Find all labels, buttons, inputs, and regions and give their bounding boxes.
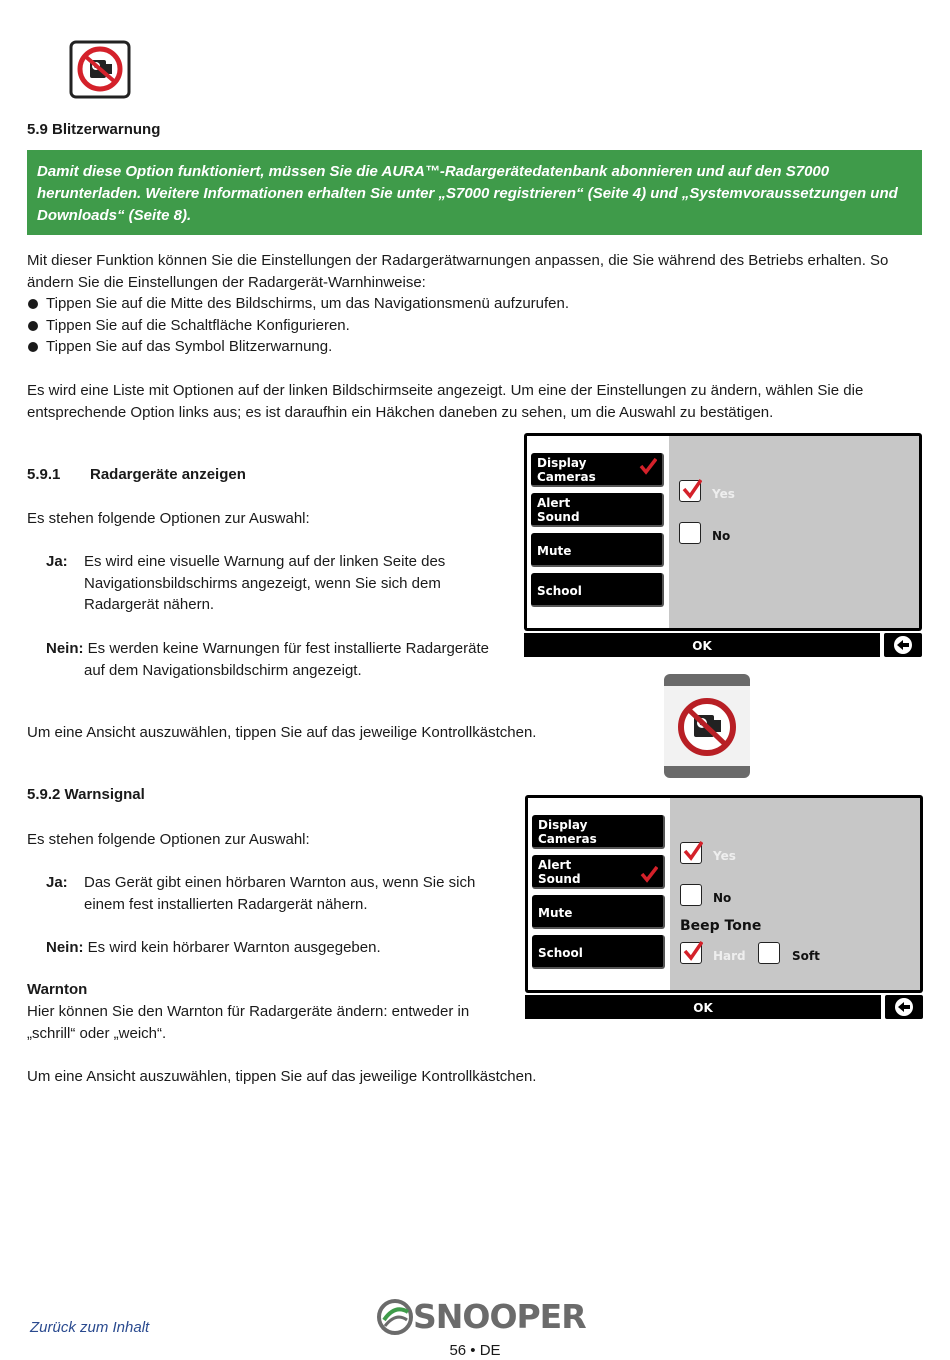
ok-button[interactable]: OK [525,995,881,1019]
term-definition: Das Gerät gibt einen hörbaren Warnton aus, wenn Sie sich [84,874,476,891]
check-icon [683,839,703,861]
back-button[interactable] [885,995,923,1019]
no-label: No [712,529,731,543]
yes-checkbox[interactable] [679,480,701,502]
term-label: Ja: [46,874,68,891]
subsection-title: 5.9.2 Warnsignal [27,786,145,803]
page-number: 56 • DE [449,1342,501,1359]
menu-display-cameras[interactable] [531,453,664,487]
info-note: Damit diese Option funktioniert, müssen Sie die AURA™-Radargerätedatenbank abonnieren und auf den S7000 herunterladen. Weitere Informationen erhalten Sie unter „S7000 registrieren“ (Seite 4) und „Systemvoraussetzungen und Downloads“ (Seite 8). [27,150,922,235]
list-item: Tippen Sie auf das Symbol Blitzerwarnung. [27,336,907,358]
term-definition: Es wird kein hörbarer Warnton ausgegeben. [87,939,381,956]
term-definition-cont: auf dem Navigationsbildschirm angezeigt. [84,661,362,679]
no-checkbox[interactable] [679,522,701,544]
options-panel [669,436,919,628]
menu-alert-sound[interactable] [532,855,665,889]
beep-tone-label: Beep Tone [680,918,762,934]
select-hint: Um eine Ansicht auszuwählen, tippen Sie auf das jeweilige Kontrollkästchen. [27,1068,537,1085]
list-text: Es wird eine Liste mit Optionen auf der linken Bildschirmseite angezeigt. Um eine der Einstellungen zu ändern, wählen Sie die entsprechende Option links aus; es ist daraufhin ein Häkchen daneben zu sehen, um die Auswahl zu bestätigen. [27,382,864,421]
menu-mute[interactable] [532,895,665,929]
check-icon [683,939,703,961]
check-icon [682,477,702,499]
menu-display-cameras[interactable] [532,815,665,849]
menu-label: Sound [537,510,580,524]
list-item: Tippen Sie auf die Mitte des Bildschirms, um das Navigationsmenü aufzurufen. [27,293,907,315]
device-screenshot-alert-sound [525,795,923,1023]
menu-label: Sound [538,872,581,886]
soft-label: Soft [792,949,820,963]
yes-checkbox[interactable] [680,842,702,864]
definition-ja [46,872,496,915]
back-to-contents-link[interactable]: Zurück zum Inhalt [30,1319,150,1336]
speed-camera-icon [68,40,132,100]
warnton-text: Hier können Sie den Warnton für Radargeräte ändern: entweder in „schrill“ oder „weich“. [27,1003,470,1042]
device-frame [524,433,922,631]
hard-label: Hard [713,949,746,963]
check-icon [639,457,657,475]
term-label: Ja: [46,553,68,570]
options-intro: Es stehen folgende Optionen zur Auswahl: [27,831,310,848]
intro-text: Mit dieser Funktion können Sie die Einstellungen der Radargerätwarnungen anpassen, die Sie während des Betriebs erhalten. So ändern Sie die Einstellungen der Radargerät-Warnhinweise: [27,252,889,291]
ok-button[interactable]: OK [524,633,880,657]
term-definition-cont: Navigationsbildschirms angezeigt, wenn Sie sich dem Radargerät nähern. [84,574,441,614]
device-screenshot-display-cameras [524,433,922,661]
list-item: Tippen Sie auf die Schaltfläche Konfigurieren. [27,315,907,337]
menu-label: Display [538,818,588,832]
menu-school[interactable] [531,573,664,607]
options-intro: Es stehen folgende Optionen zur Auswahl: [27,510,310,527]
subsection-number: 5.9.1 [27,466,61,483]
yes-label: Yes [712,487,735,501]
definition-nein [46,638,506,681]
menu-label: Alert [537,496,571,510]
menu-label: Mute [537,544,572,558]
term-definition: Es werden keine Warnungen für fest installierte Radargeräte [87,640,489,657]
yes-label: Yes [713,849,736,863]
no-checkbox[interactable] [680,884,702,906]
speed-camera-button-icon [662,672,752,780]
options-menu [527,436,669,628]
menu-mute[interactable] [531,533,664,567]
menu-label: Cameras [537,470,596,484]
menu-label: Alert [538,858,572,872]
subsection-title [27,466,246,483]
snooper-logo [376,1297,586,1336]
check-icon [640,865,658,883]
options-panel [670,798,920,990]
options-menu [528,798,670,990]
back-arrow-icon [884,633,922,657]
back-arrow-icon [885,995,923,1019]
menu-alert-sound[interactable] [531,493,664,527]
warnton-title: Warnton [27,981,88,998]
back-button[interactable] [884,633,922,657]
menu-label: Display [537,456,587,470]
device-frame [525,795,923,993]
soft-checkbox[interactable] [758,942,780,964]
term-label: Nein: [46,640,84,657]
menu-label: Mute [538,906,573,920]
snooper-logo-icon [376,1298,414,1336]
term-definition-cont: einem fest installierten Radargerät nähern. [84,895,368,913]
menu-label: School [538,946,583,960]
menu-label: Cameras [538,832,597,846]
definition-nein [46,937,496,959]
brand-name: SNOOPER [413,1297,586,1336]
term-label: Nein: [46,939,84,956]
menu-label: School [537,584,582,598]
hard-checkbox[interactable] [680,942,702,964]
select-hint: Um eine Ansicht auszuwählen, tippen Sie auf das jeweilige Kontrollkästchen. [27,724,537,741]
steps-list [27,293,907,358]
menu-school[interactable] [532,935,665,969]
term-definition: Es wird eine visuelle Warnung auf der linken Seite des [84,553,446,570]
no-label: No [713,891,732,905]
subsection-heading: Radargeräte anzeigen [90,466,246,483]
definition-ja [46,551,486,616]
section-title: 5.9 Blitzerwarnung [27,121,161,138]
